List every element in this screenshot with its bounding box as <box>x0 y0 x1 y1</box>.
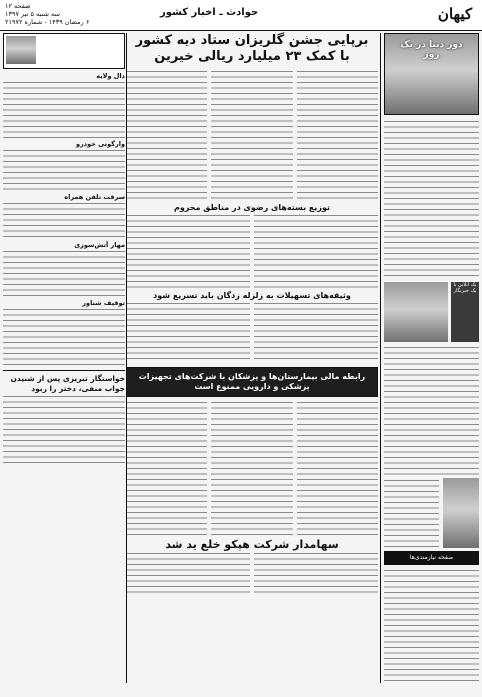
facilities-body <box>126 301 378 363</box>
sidebar-label <box>451 282 479 342</box>
headline-facilities: وثیقه‌های تسهیلات به زلزله زدگان باید تسریع شود <box>153 291 351 300</box>
portrait-photo <box>443 478 479 548</box>
headline-distribution: توزیع بسته‌های رضوی در مناطق محروم <box>173 203 331 212</box>
lead-col-1 <box>297 69 378 199</box>
center-column <box>126 33 378 596</box>
lead-headline-2: با کمک ۲۳ میلیارد ریالی خیرین <box>154 49 350 64</box>
headline-hepco: سهامدار شرکت هپکو خلع ید شد <box>165 538 339 551</box>
issue-date: سه شنبه ۵ تیر ۱۳۹۷ <box>5 10 60 18</box>
issue-number: ۶ رمضان ۱۴۳۹ - شماره ۲۱۹۷۲ <box>5 18 90 26</box>
photo-box <box>384 33 479 115</box>
left-text-1 <box>3 80 125 140</box>
page-header <box>0 0 482 31</box>
classifieds-ad: صفحه نیازمندی‌ها <box>384 551 479 565</box>
left-column <box>3 33 125 464</box>
left-text-3 <box>3 201 125 241</box>
right-text-3 <box>384 568 479 683</box>
pharma-box <box>126 367 378 397</box>
left-text-2 <box>3 148 125 193</box>
facilities-col-2 <box>126 301 250 363</box>
left-subhead-3: سرقت تلفن همراه <box>64 193 125 201</box>
right-text-2 <box>384 345 479 475</box>
pharma-body <box>126 400 378 535</box>
ad-row <box>384 478 479 548</box>
portrait-text <box>384 478 439 548</box>
left-masthead-box <box>3 33 125 69</box>
pharma-col-2 <box>211 400 292 535</box>
distribution-body <box>126 213 378 288</box>
issue-info <box>5 2 89 26</box>
kayhan-logo: کیهان <box>437 5 473 23</box>
page-number: صفحه ۱۲ <box>5 2 31 10</box>
left-text-4 <box>3 249 125 299</box>
left-masthead-photo <box>6 36 36 64</box>
sidebar-label-text: یک آنلاین با یک خبرنگار <box>453 282 477 294</box>
pharma-col-1 <box>297 400 378 535</box>
left-divider <box>3 370 125 371</box>
left-text-5 <box>3 307 125 367</box>
rule-right <box>380 33 381 683</box>
lead-headline-1: برپایی جشن گلریزان ستاد دیه کشور <box>135 33 369 48</box>
headline-tabriz-kids: خواستگار تبریزی پس از شنیدن جواب منفی، دختر را ربود <box>10 374 125 393</box>
lead-body <box>126 69 378 199</box>
hepco-col-2 <box>126 551 250 596</box>
small-photo-row <box>384 282 479 342</box>
rubble-photo <box>384 282 448 342</box>
photo-caption: دور دنیا در یک روز <box>400 40 463 60</box>
left-subhead-2: وارگونی خودرو <box>75 140 125 148</box>
headline-pharma: رابطه مالی بیمارستان‌ها و پزشکان با شرکت‌های تجهیزات پزشکی و دارویی ممنوع است <box>138 372 366 391</box>
left-subhead-1: دال ولایه <box>96 72 125 80</box>
lead-col-3 <box>126 69 207 199</box>
left-subhead-4: مهار آتش‌سوزی <box>74 241 125 249</box>
lead-col-2 <box>211 69 292 199</box>
hepco-body <box>126 551 378 596</box>
right-column <box>384 33 479 683</box>
pharma-col-3 <box>126 400 207 535</box>
distribution-col-1 <box>254 213 378 288</box>
facilities-col-1 <box>254 301 378 363</box>
distribution-col-2 <box>126 213 250 288</box>
hepco-col-1 <box>254 551 378 596</box>
photo-story-text <box>384 119 479 279</box>
tabriz-kids-text <box>3 394 125 464</box>
rule-left <box>126 33 127 683</box>
left-subhead-5: توقیف شناور <box>82 299 125 307</box>
section-title: حوادث ـ اخبار کشور <box>160 7 259 18</box>
